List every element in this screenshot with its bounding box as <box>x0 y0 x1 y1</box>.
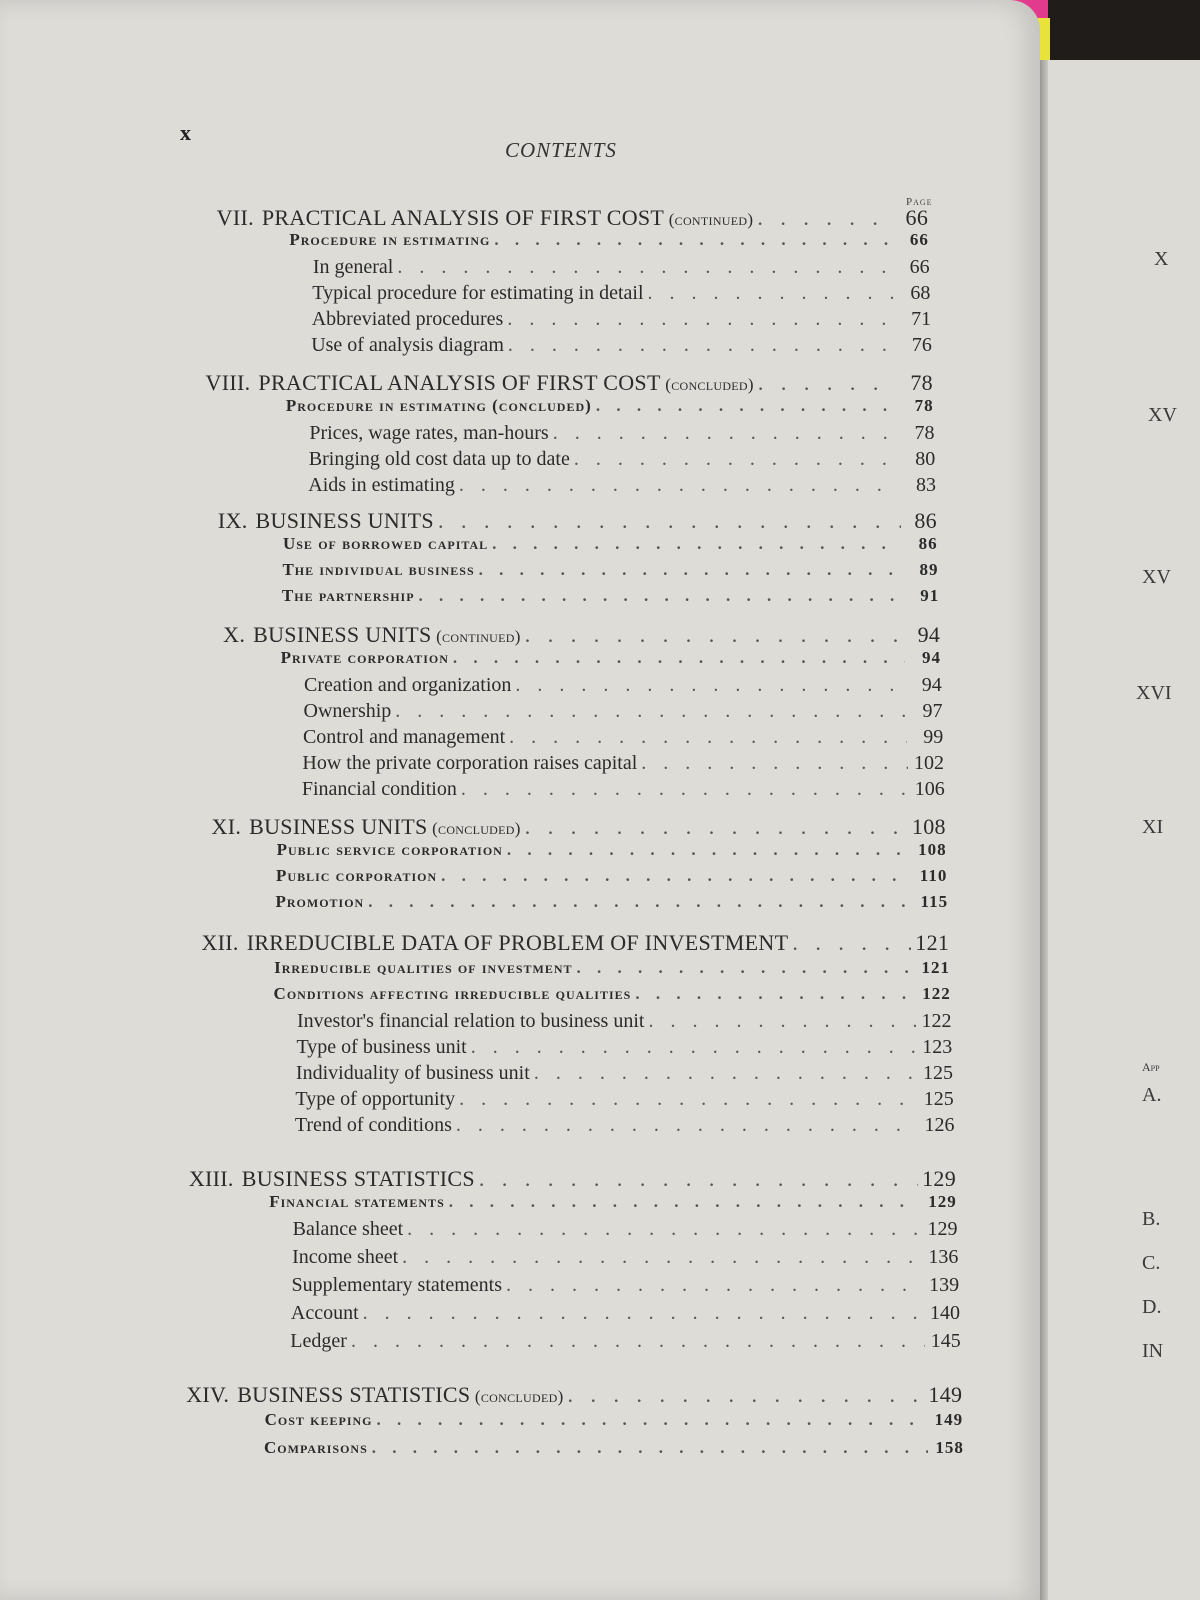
entry-page-number: 94 <box>921 648 941 667</box>
chapter-number: VIII. <box>205 370 251 395</box>
facing-page <box>1038 60 1200 1600</box>
toc-section-entry <box>274 958 950 978</box>
dot-leader <box>492 534 902 554</box>
toc-chapter-entry <box>217 508 937 534</box>
toc-chapter-entry <box>186 1382 963 1408</box>
dot-leader <box>553 422 899 445</box>
dot-leader <box>397 256 893 279</box>
entry-title: BUSINESS UNITS (continued) <box>253 622 521 647</box>
dot-leader <box>574 448 899 471</box>
dot-leader <box>459 474 900 497</box>
entry-title: Type of opportunity <box>295 1088 456 1110</box>
entry-page-number: 149 <box>934 1410 964 1429</box>
dot-leader <box>479 560 903 580</box>
toc-subsection-entry <box>296 1062 953 1085</box>
entry-note: (concluded) <box>470 1387 564 1406</box>
entry-page-number: 145 <box>930 1330 961 1352</box>
toc-subsection-entry <box>303 726 943 749</box>
entry-title: The partnership <box>281 586 415 605</box>
dot-leader <box>641 752 908 775</box>
entry-title: Prices, wage rates, man-hours <box>309 422 549 444</box>
toc-subsection-entry <box>312 282 930 305</box>
toc-subsection-entry <box>291 1274 959 1297</box>
toc-subsection-entry <box>304 700 943 723</box>
entry-page-number: 123 <box>922 1036 953 1058</box>
entry-title: PRACTICAL ANALYSIS OF FIRST COST (concluded) <box>258 370 754 395</box>
entry-page-number: 122 <box>922 984 951 1003</box>
toc-chapter-entry <box>205 370 933 396</box>
toc-chapter-entry <box>211 814 946 840</box>
entry-page-number: 125 <box>923 1062 954 1084</box>
toc-section-entry <box>286 396 934 416</box>
facing-fragment: X <box>1154 248 1169 270</box>
entry-page-number: 97 <box>922 700 943 722</box>
dot-leader <box>508 334 896 357</box>
toc-subsection-entry <box>291 1302 960 1325</box>
dot-leader <box>568 1382 925 1408</box>
toc-section-entry <box>269 1192 957 1212</box>
facing-fragment: XI <box>1142 816 1164 838</box>
toc-subsection-entry <box>295 1088 953 1111</box>
chapter-number: XII. <box>201 930 239 955</box>
entry-title: Comparisons <box>264 1438 368 1457</box>
dot-leader <box>596 396 898 416</box>
entry-page-number: 108 <box>911 814 946 839</box>
toc-section-entry <box>282 586 939 606</box>
dot-leader <box>449 1192 921 1212</box>
entry-title: Control and management <box>302 726 506 748</box>
toc-section-entry <box>283 534 938 554</box>
facing-fragment: XVI <box>1136 682 1172 704</box>
entry-page-number: 78 <box>914 422 935 444</box>
entry-title: Use of borrowed capital <box>282 534 489 553</box>
dot-leader <box>438 508 901 534</box>
entry-page-number: 94 <box>921 674 942 696</box>
toc-subsection-entry <box>297 1010 952 1033</box>
entry-title: Typical procedure for estimating in detail <box>312 282 644 304</box>
dot-leader <box>459 1088 918 1111</box>
dot-leader <box>494 230 892 250</box>
entry-page-number: 78 <box>914 396 934 415</box>
entry-title: Trend of conditions <box>294 1114 452 1136</box>
toc-section-entry <box>264 1438 964 1458</box>
entry-page-number: 66 <box>909 230 929 249</box>
toc-chapter-entry <box>216 205 929 231</box>
entry-page-number: 121 <box>921 958 950 977</box>
entry-title: Balance sheet <box>292 1218 404 1240</box>
toc-section-entry <box>265 1410 964 1430</box>
entry-page-number: 86 <box>918 534 938 553</box>
dot-leader <box>479 1166 918 1192</box>
entry-note: (concluded) <box>660 375 754 394</box>
entry-page-number: 158 <box>935 1438 964 1457</box>
entry-title: Cost keeping <box>264 1410 373 1429</box>
entry-title: Type of business unit <box>296 1036 467 1058</box>
dot-leader <box>407 1218 921 1241</box>
dot-leader <box>506 1274 923 1297</box>
entry-title: BUSINESS UNITS <box>255 508 434 533</box>
entry-page-number: 136 <box>928 1246 959 1268</box>
entry-page-number: 121 <box>915 930 950 955</box>
page-number: x <box>180 120 191 145</box>
entry-page-number: 76 <box>911 334 932 356</box>
toc-subsection-entry <box>311 334 932 357</box>
entry-title: IRREDUCIBLE DATA OF PROBLEM OF INVESTMENT <box>246 930 789 955</box>
entry-title: Procedure in estimating <box>289 230 491 249</box>
entry-title: BUSINESS STATISTICS <box>241 1166 475 1191</box>
entry-page-number: 94 <box>917 622 941 647</box>
dot-leader <box>372 1438 928 1458</box>
entry-page-number: 99 <box>923 726 944 748</box>
facing-fragment: A. <box>1142 1084 1162 1106</box>
facing-fragment: C. <box>1142 1252 1161 1274</box>
toc-subsection-entry <box>292 1246 958 1269</box>
toc-section-entry <box>281 648 941 668</box>
entry-page-number: 89 <box>919 560 939 579</box>
entry-page-number: 129 <box>927 1218 958 1240</box>
toc-section-entry <box>275 892 948 912</box>
entry-title: Private corporation <box>280 648 449 667</box>
dot-leader <box>368 892 912 912</box>
entry-title: Abbreviated procedures <box>311 308 504 330</box>
toc-subsection-entry <box>302 752 944 775</box>
entry-title: Irreducible qualities of investment <box>274 958 573 977</box>
entry-title: Individuality of business unit <box>295 1062 530 1084</box>
entry-page-number: 122 <box>921 1010 952 1032</box>
toc-subsection-entry <box>308 474 936 497</box>
entry-note: (concluded) <box>427 819 521 838</box>
entry-page-number: 66 <box>905 205 929 230</box>
dot-leader <box>456 1114 919 1137</box>
entry-title: Investor's financial relation to business unit <box>297 1010 645 1032</box>
entry-title: Creation and organization <box>304 674 512 696</box>
entry-title: Bringing old cost data up to date <box>308 448 570 470</box>
entry-page-number: 83 <box>915 474 936 496</box>
facing-fragment: XV <box>1142 566 1171 588</box>
chapter-number: IX. <box>217 508 248 533</box>
dot-leader <box>515 674 905 697</box>
entry-page-number: 80 <box>915 448 936 470</box>
entry-title: Public corporation <box>276 866 438 885</box>
toc-subsection-entry <box>293 1218 958 1241</box>
entry-title: Public service corporation <box>276 840 503 859</box>
entry-title: PRACTICAL ANALYSIS OF FIRST COST (continued) <box>261 205 754 230</box>
page-column-label: Page <box>906 196 933 208</box>
entry-title: Supplementary statements <box>291 1274 502 1296</box>
chapter-number: XIV. <box>186 1382 230 1407</box>
facing-fragment: B. <box>1142 1208 1161 1230</box>
entry-note: (continued) <box>664 210 754 229</box>
dot-leader <box>453 648 905 668</box>
toc-chapter-entry <box>223 622 941 648</box>
chapter-number: VII. <box>216 205 254 230</box>
dot-leader <box>635 984 914 1004</box>
dot-leader <box>525 622 905 648</box>
entry-title: Use of analysis diagram <box>311 334 504 356</box>
chapter-number: XI. <box>211 814 242 839</box>
dot-leader <box>648 1010 915 1033</box>
entry-title: BUSINESS STATISTICS (concluded) <box>237 1382 564 1407</box>
entry-title: Ledger <box>290 1330 347 1352</box>
entry-page-number: 126 <box>924 1114 955 1136</box>
entry-page-number: 149 <box>928 1382 963 1407</box>
dot-leader <box>507 840 911 860</box>
toc-subsection-entry <box>309 422 934 445</box>
dot-leader <box>461 778 909 801</box>
entry-title: Financial statements <box>269 1192 445 1211</box>
entry-page-number: 108 <box>918 840 947 859</box>
dot-leader <box>419 586 904 606</box>
toc-section-entry <box>282 560 938 580</box>
dot-leader <box>648 282 895 305</box>
entry-page-number: 102 <box>914 752 945 774</box>
entry-page-number: 91 <box>920 586 940 605</box>
toc-chapter-entry <box>201 930 950 956</box>
entry-page-number: 125 <box>923 1088 954 1110</box>
toc-subsection-entry <box>296 1036 952 1059</box>
dot-leader <box>507 308 895 331</box>
entry-page-number: 86 <box>914 508 937 533</box>
entry-note: (continued) <box>431 627 521 646</box>
dot-leader <box>395 700 906 723</box>
entry-page-number: 129 <box>928 1192 957 1211</box>
toc-chapter-entry <box>188 1166 957 1192</box>
entry-title: Financial condition <box>301 778 457 800</box>
entry-title: BUSINESS UNITS (concluded) <box>249 814 521 839</box>
toc-subsection-entry <box>304 674 942 697</box>
entry-page-number: 139 <box>929 1274 960 1296</box>
toc-section-entry <box>274 984 951 1004</box>
dot-leader <box>577 958 914 978</box>
toc-subsection-entry <box>302 778 945 801</box>
facing-fragment: XV <box>1148 404 1177 426</box>
chapter-number: X. <box>223 622 246 647</box>
entry-page-number: 140 <box>929 1302 960 1324</box>
toc-section-entry <box>276 866 947 886</box>
toc-subsection-entry <box>295 1114 955 1137</box>
entry-title: Conditions affecting irreducible qualities <box>273 984 632 1003</box>
entry-title: Procedure in estimating (concluded) <box>285 396 592 415</box>
entry-page-number: 71 <box>911 308 932 330</box>
facing-fragment: IN <box>1142 1340 1164 1362</box>
entry-title: How the private corporation raises capital <box>302 752 638 774</box>
toc-subsection-entry <box>290 1330 961 1353</box>
entry-page-number: 66 <box>909 256 930 278</box>
dot-leader <box>351 1330 925 1353</box>
dot-leader <box>534 1062 917 1085</box>
chapter-number: XIII. <box>188 1166 234 1191</box>
entry-title: Aids in estimating <box>308 474 455 496</box>
dot-leader <box>525 814 908 840</box>
toc-subsection-entry <box>309 448 935 471</box>
entry-title: Income sheet <box>292 1246 399 1268</box>
toc-subsection-entry <box>313 256 930 279</box>
entry-page-number: 68 <box>910 282 931 304</box>
dot-leader <box>509 726 907 749</box>
dot-leader <box>792 930 911 956</box>
entry-title: Account <box>290 1302 359 1324</box>
entry-page-number: 110 <box>919 866 948 885</box>
entry-title: In general <box>312 256 394 278</box>
entry-page-number: 129 <box>922 1166 957 1191</box>
running-head: CONTENTS <box>505 138 617 162</box>
dot-leader <box>471 1036 917 1059</box>
entry-page-number: 106 <box>914 778 945 800</box>
toc-section-entry <box>277 840 947 860</box>
entry-title: Ownership <box>303 700 392 722</box>
toc-subsection-entry <box>312 308 931 331</box>
facing-fragment: App <box>1142 1060 1160 1074</box>
dot-leader <box>363 1302 924 1325</box>
entry-title: Promotion <box>275 892 365 911</box>
facing-fragment: D. <box>1142 1296 1162 1318</box>
dot-leader <box>441 866 911 886</box>
dot-leader <box>758 370 897 396</box>
dot-leader <box>377 1410 928 1430</box>
entry-page-number: 78 <box>910 370 933 395</box>
toc-section-entry <box>289 230 929 250</box>
dot-leader <box>402 1246 922 1269</box>
entry-title: The individual business <box>282 560 475 579</box>
entry-page-number: 115 <box>920 892 949 911</box>
dot-leader <box>757 205 892 231</box>
